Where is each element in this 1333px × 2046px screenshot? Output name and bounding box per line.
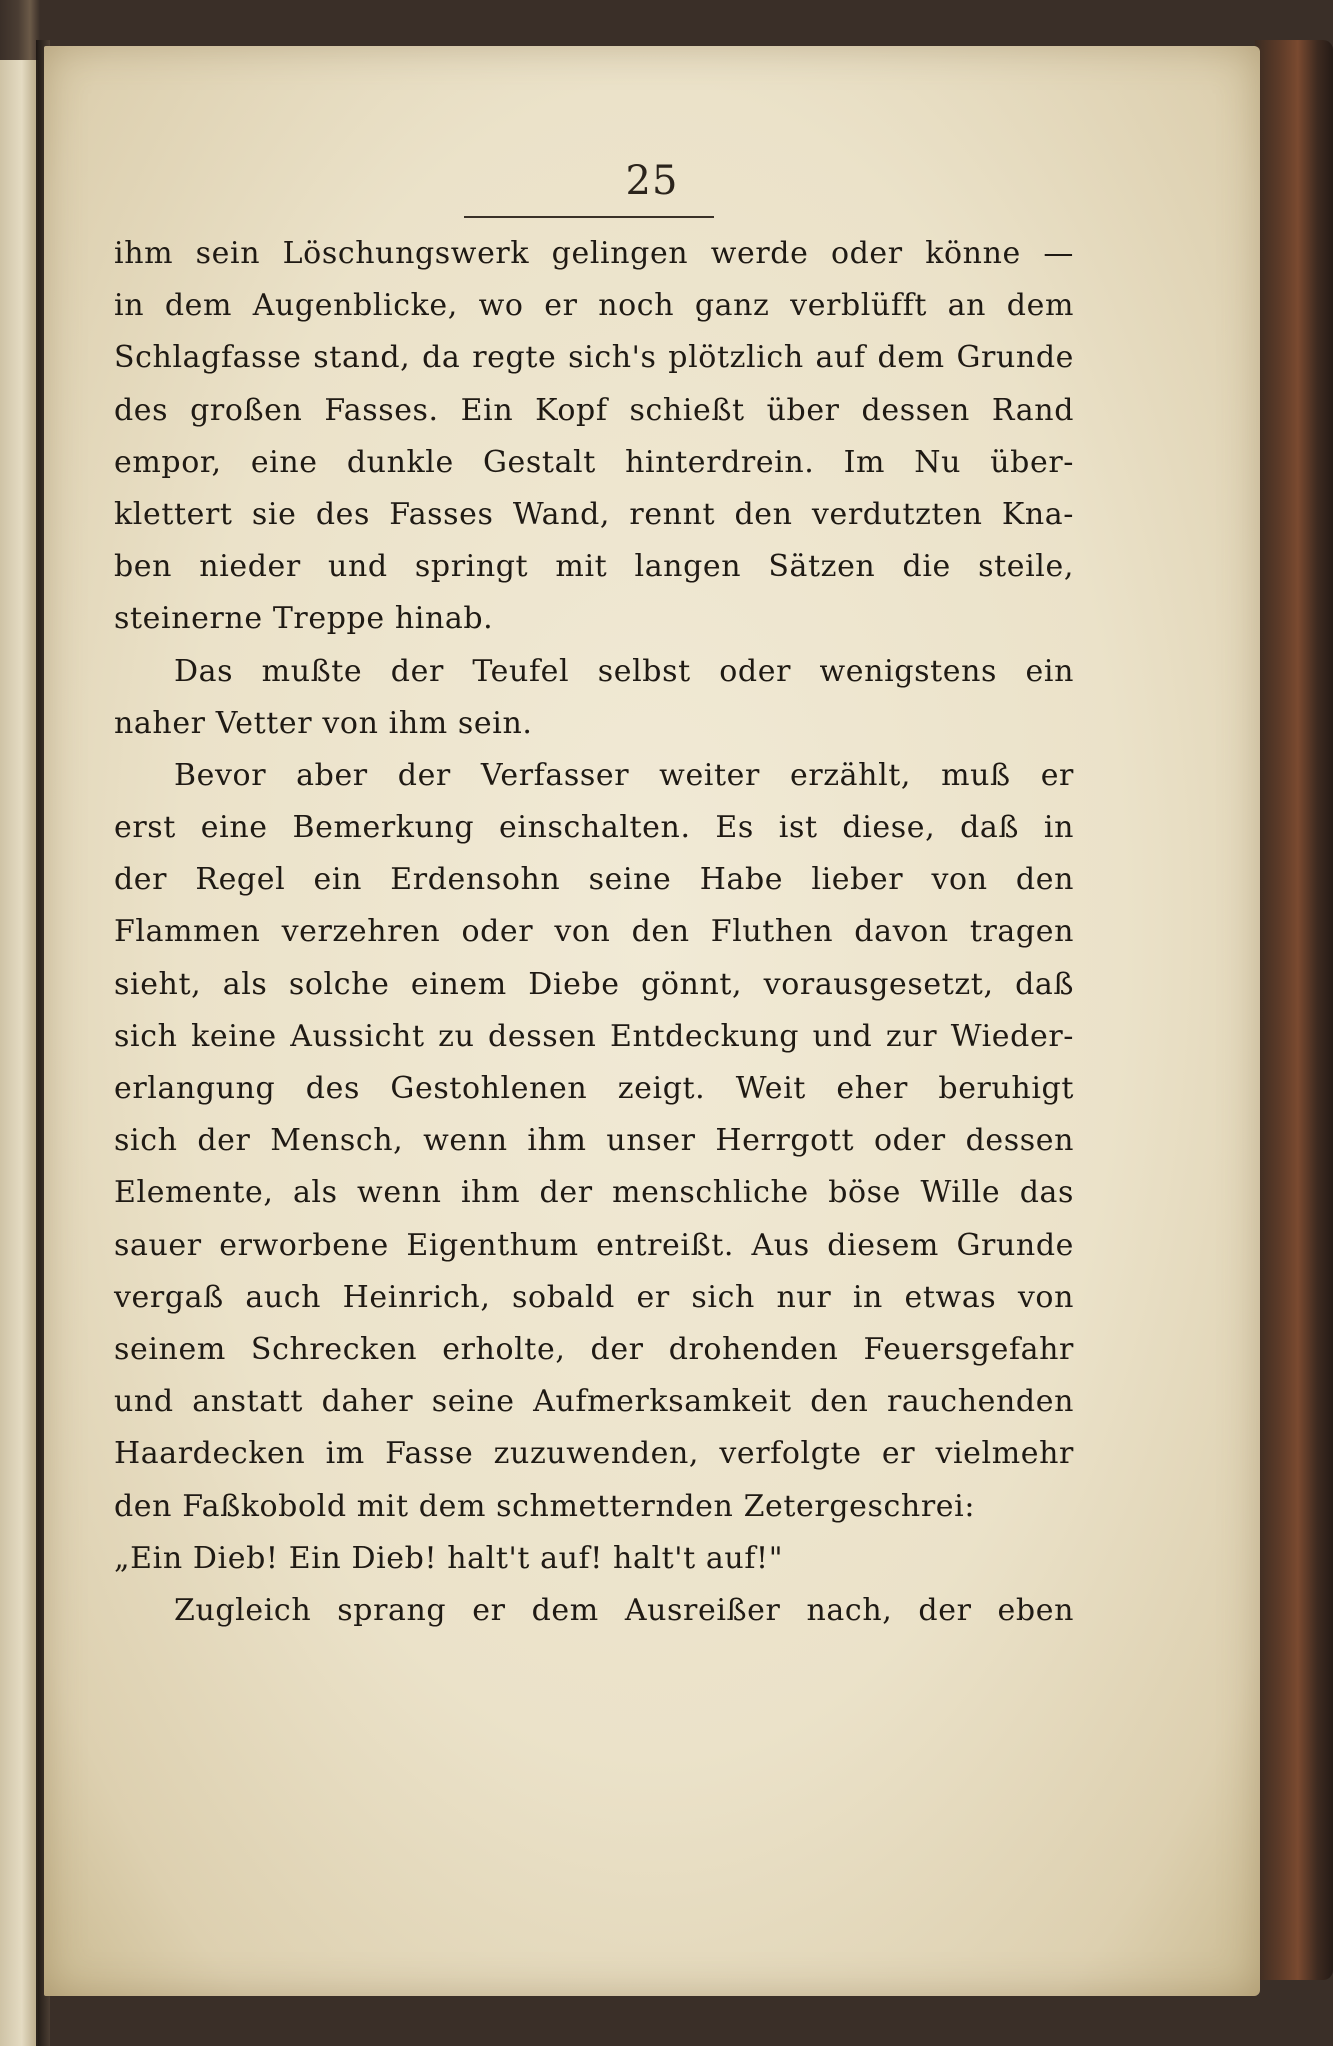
text-line: Haardecken im Fasse zuzuwenden, verfolgte er vielmehr xyxy=(114,1436,1074,1472)
text-line: steinerne Treppe hinab. xyxy=(114,601,494,637)
text-line: ihm sein Löschungswerk gelingen werde oder könne — xyxy=(114,236,1074,271)
text-line: Flammen verzehren oder von den Fluthen davon tragen xyxy=(114,914,1074,950)
body-text xyxy=(114,228,1074,1637)
text-line: erlangung des Gestohlenen zeigt. Weit eher beruhigt xyxy=(114,1071,1074,1106)
text-line: erst eine Bemerkung einschalten. Es ist diese, daß in xyxy=(114,810,1074,846)
book-page xyxy=(44,46,1260,1996)
text-line: sich der Mensch, wenn ihm unser Herrgott oder dessen xyxy=(114,1123,1074,1159)
text-line: Zugleich sprang er dem Ausreißer nach, der eben xyxy=(174,1592,1074,1628)
text-line: in dem Augenblicke, wo er noch ganz verblüfft an dem xyxy=(114,288,1074,324)
facing-page-edge xyxy=(0,60,38,2046)
text-line: ben nieder und springt mit langen Sätzen die steile, xyxy=(114,549,1074,585)
header-rule xyxy=(464,216,714,218)
text-line: naher Vetter von ihm sein. xyxy=(114,705,533,741)
text-line: Elemente, als wenn ihm der menschliche böse Wille das xyxy=(114,1175,1074,1211)
text-line: der Regel ein Erdensohn seine Habe lieber von den xyxy=(114,862,1074,898)
text-line: Schlagfasse stand, da regte sich's plötzlich auf dem Grunde xyxy=(114,340,1074,376)
text-line: empor, eine dunkle Gestalt hinterdrein. Im Nu über- xyxy=(114,444,1074,480)
text-line: sich keine Aussicht zu dessen Entdeckung und zur Wieder- xyxy=(114,1018,1074,1054)
text-line: „Ein Dieb! Ein Dieb! halt't auf! halt't auf!" xyxy=(114,1540,784,1576)
page-number: 25 xyxy=(625,158,679,204)
text-line: den Faßkobold mit dem schmetternden Zetergeschrei: xyxy=(114,1488,976,1524)
text-line: Das mußte der Teufel selbst oder wenigstens ein xyxy=(174,653,1074,689)
text-line: und anstatt daher seine Aufmerksamkeit den rauchenden xyxy=(114,1384,1074,1420)
text-line: klettert sie des Fasses Wand, rennt den verdutzten Kna- xyxy=(114,496,1074,532)
text-line: sauer erworbene Eigenthum entreißt. Aus diesem Grunde xyxy=(114,1227,1074,1263)
text-line: des großen Fasses. Ein Kopf schießt über dessen Rand xyxy=(114,392,1074,428)
text-line: vergaß auch Heinrich, sobald er sich nur in etwas von xyxy=(114,1279,1074,1315)
book-cover-edge xyxy=(1255,40,1333,1980)
text-line: Bevor aber der Verfasser weiter erzählt, muß er xyxy=(174,757,1074,793)
text-line: sieht, als solche einem Diebe gönnt, vorausgesetzt, daß xyxy=(114,966,1074,1002)
text-line: seinem Schrecken erholte, der drohenden Feuersgefahr xyxy=(114,1331,1074,1367)
